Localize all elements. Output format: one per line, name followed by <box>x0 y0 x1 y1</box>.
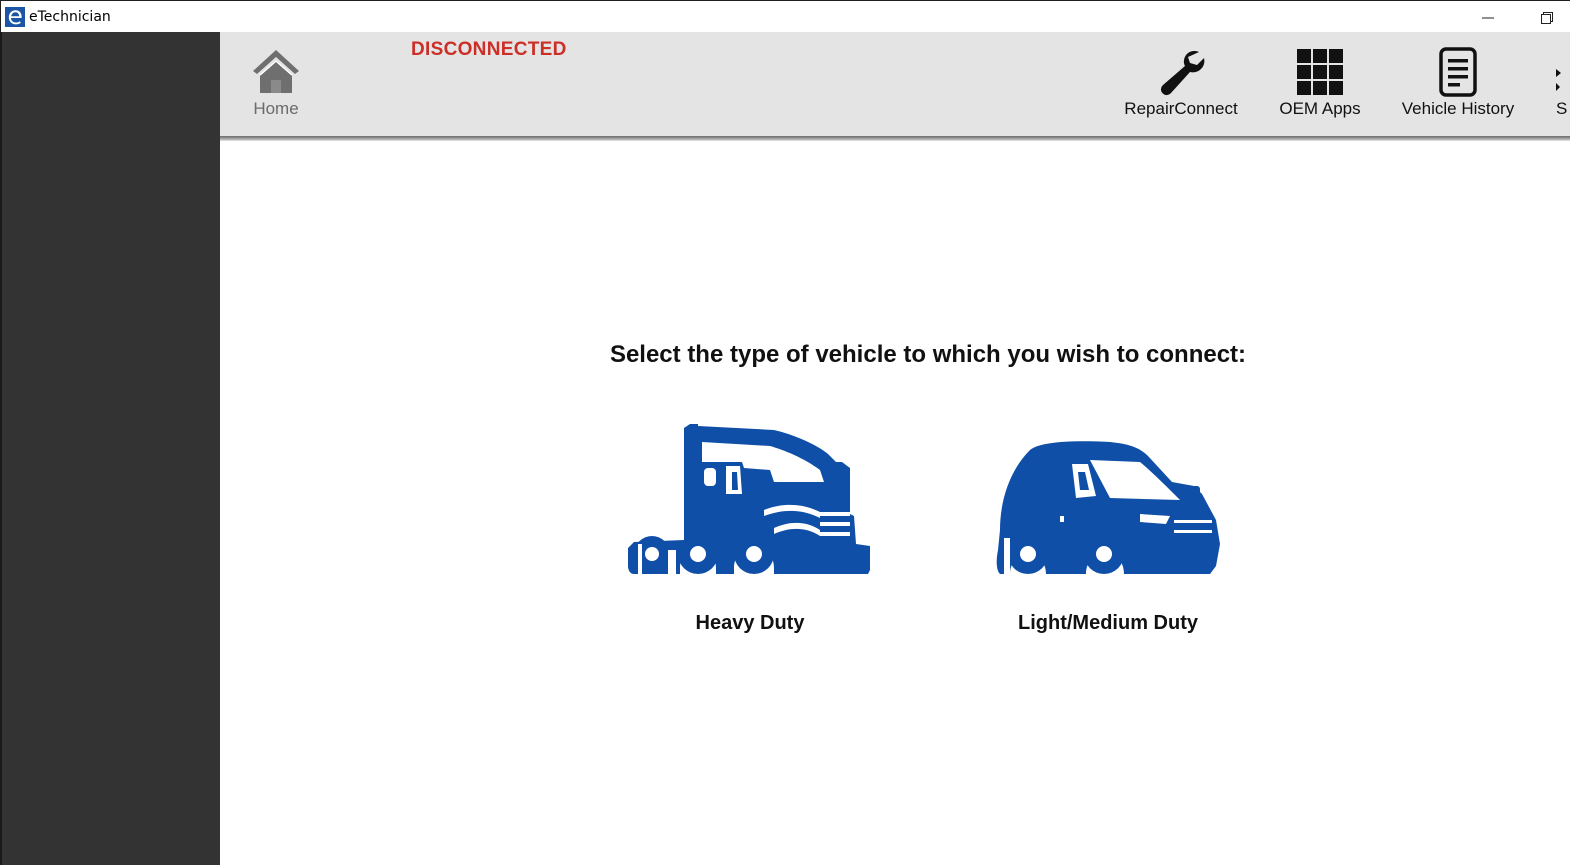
semi-truck-icon <box>624 420 876 580</box>
nav-home-label: Home <box>253 99 299 118</box>
light-medium-duty-option[interactable] <box>990 420 1226 640</box>
nav-home-button[interactable] <box>236 32 316 128</box>
nav-repairconnect-label: RepairConnect <box>1124 99 1238 118</box>
heavy-duty-label: Heavy Duty <box>695 612 805 634</box>
nav-repairconnect-button[interactable] <box>1116 32 1246 128</box>
window-title: eTechnician <box>29 9 111 25</box>
nav-vehicle-history-label: Vehicle History <box>1401 99 1515 118</box>
wrench-icon <box>1156 47 1206 97</box>
minimize-button[interactable] <box>1465 1 1511 33</box>
heavy-duty-option[interactable] <box>624 420 876 640</box>
nav-partial-label: S <box>1556 99 1568 118</box>
navbar-shadow-divider <box>220 136 1570 141</box>
grid-icon <box>1295 47 1345 97</box>
home-icon <box>251 47 301 97</box>
light-medium-duty-label: Light/Medium Duty <box>1018 612 1198 634</box>
nav-oem-apps-button[interactable] <box>1270 32 1370 128</box>
document-icon <box>1433 47 1483 97</box>
sidebar <box>0 32 220 865</box>
vehicle-type-prompt: Select the type of vehicle to which you wish to connect: <box>609 341 1247 368</box>
etechnician-logo-icon <box>5 7 25 27</box>
nav-oem-apps-label: OEM Apps <box>1279 99 1361 118</box>
nav-partial-button[interactable] <box>1546 32 1570 128</box>
restore-button[interactable] <box>1524 1 1570 33</box>
minimize-icon <box>1482 12 1494 24</box>
nav-vehicle-history-button[interactable] <box>1393 32 1523 128</box>
window-title-bar <box>0 0 1570 32</box>
partially-visible-icon <box>1556 47 1570 97</box>
restore-icon <box>1541 12 1553 24</box>
connection-status: DISCONNECTED <box>411 39 567 60</box>
van-icon <box>990 420 1226 580</box>
